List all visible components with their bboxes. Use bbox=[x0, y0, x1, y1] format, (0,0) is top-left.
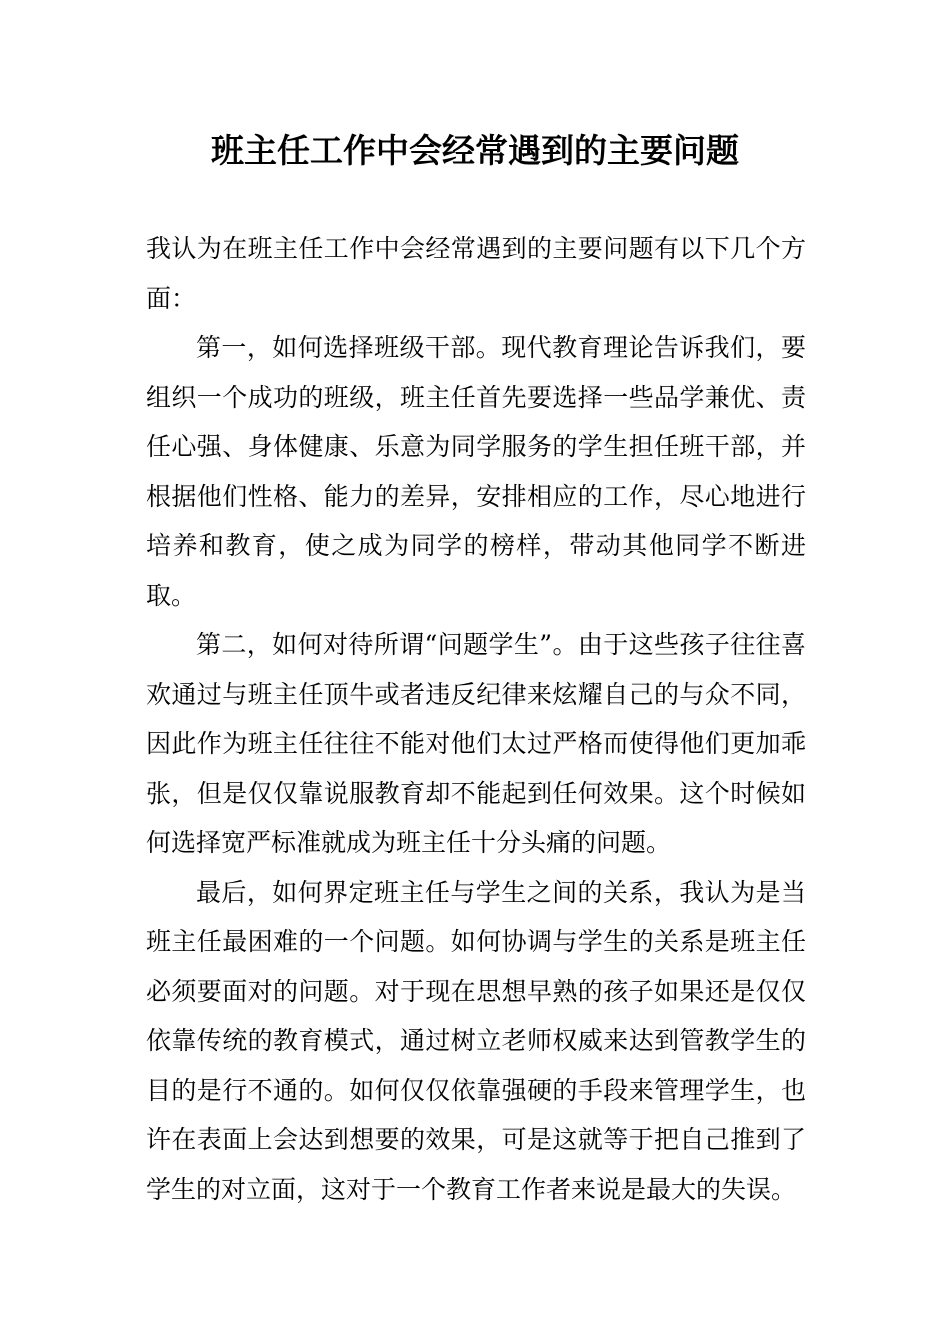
paragraph-final-point: 最后，如何界定班主任与学生之间的关系，我认为是当班主任最困难的一个问题。如何协调与学生的关系是班主任必须要面对的问题。对于现在思想早熟的孩子如果还是仅仅依靠传统的教育模式，通过树立老师权威来达到管教学生的目的是行不通的。如何仅仅依靠强硬的手段来管理学生，也许在表面上会达到想要的效果，可是这就等于把自己推到了学生的对立面，这对于一个教育工作者来说是最大的失误。 bbox=[146, 877, 806, 1204]
paragraph-first-point: 第一，如何选择班级干部。现代教育理论告诉我们，要组织一个成功的班级，班主任首先要选择一些品学兼优、责任心强、身体健康、乐意为同学服务的学生担任班干部，并根据他们性格、能力的差异，安排相应的工作，尽心地进行培养和教育，使之成为同学的榜样，带动其他同学不断进取。 bbox=[146, 333, 806, 610]
intro-paragraph: 我认为在班主任工作中会经常遇到的主要问题有以下几个方面： bbox=[146, 234, 806, 313]
document-body bbox=[146, 224, 806, 1214]
document-title: 班主任工作中会经常遇到的主要问题 bbox=[211, 131, 739, 170]
paragraph-second-point: 第二，如何对待所谓“问题学生”。由于这些孩子往往喜欢通过与班主任顶牛或者违反纪律来炫耀自己的与众不同，因此作为班主任往往不能对他们太过严格而使得他们更加乖张，但是仅仅靠说服教育却不能起到任何效果。这个时候如何选择宽严标准就成为班主任十分头痛的问题。 bbox=[146, 630, 806, 857]
